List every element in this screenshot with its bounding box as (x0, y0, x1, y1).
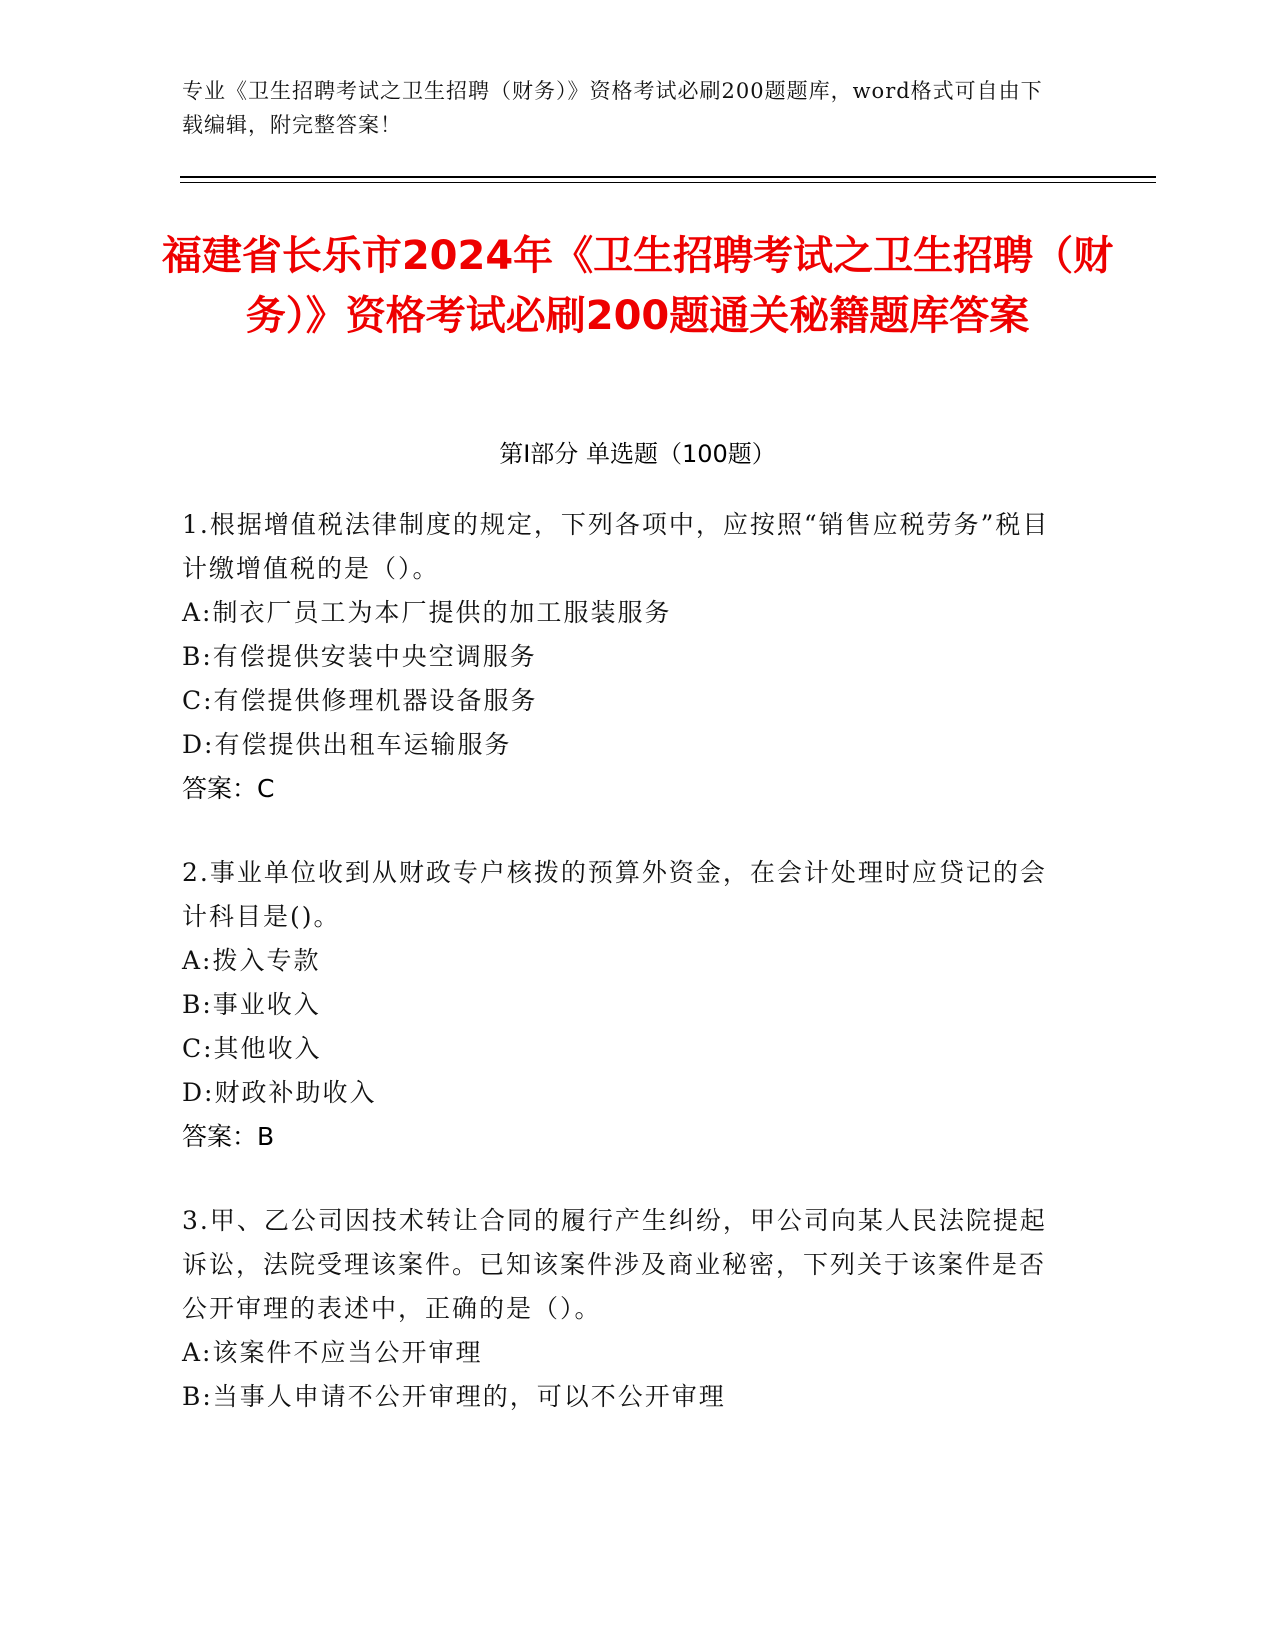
option-c: C:其他收入 (182, 1034, 322, 1063)
option-b: B:当事人申请不公开审理的，可以不公开审理 (182, 1382, 726, 1411)
option-a: A:拨入专款 (182, 946, 321, 975)
section-title: 第I部分 单选题（100题） (499, 440, 776, 468)
option-b: B:有偿提供安装中央空调服务 (182, 642, 537, 671)
option-b: B:事业收入 (182, 990, 321, 1019)
question-stem: 1.根据增值税法律制度的规定，下列各项中，应按照“销售应税劳务”税目计缴增值税的是（）。 (182, 510, 1050, 583)
question-stem: 3.甲、乙公司因技术转让合同的履行产生纠纷，甲公司向某人民法院提起诉讼，法院受理该案件。已知该案件涉及商业秘密，下列关于该案件是否公开审理的表述中，正确的是（）。 (182, 1206, 1047, 1323)
document-title: 福建省长乐市2024年《卫生招聘考试之卫生招聘（财务）》资格考试必刷200题通关秘籍题库答案 (161, 233, 1114, 339)
header-divider-thin (180, 182, 1156, 183)
option-c: C:有偿提供修理机器设备服务 (182, 686, 538, 715)
option-a: A:制衣厂员工为本厂提供的加工服装服务 (182, 598, 672, 627)
option-a: A:该案件不应当公开审理 (182, 1338, 483, 1367)
question-1 (182, 503, 1062, 811)
question-3 (182, 1199, 1062, 1419)
question-stem: 2.事业单位收到从财政专户核拨的预算外资金，在会计处理时应贷记的会计科目是()。 (182, 858, 1047, 931)
answer: 答案：C (182, 774, 275, 803)
option-d: D:有偿提供出租车运输服务 (182, 730, 512, 759)
question-2 (182, 851, 1062, 1159)
answer: 答案：B (182, 1122, 275, 1151)
option-d: D:财政补助收入 (182, 1078, 377, 1107)
header-divider-thick (180, 176, 1156, 178)
header-note: 专业《卫生招聘考试之卫生招聘（财务）》资格考试必刷200题题库，word格式可自由下载编辑，附完整答案！ (182, 79, 1043, 137)
